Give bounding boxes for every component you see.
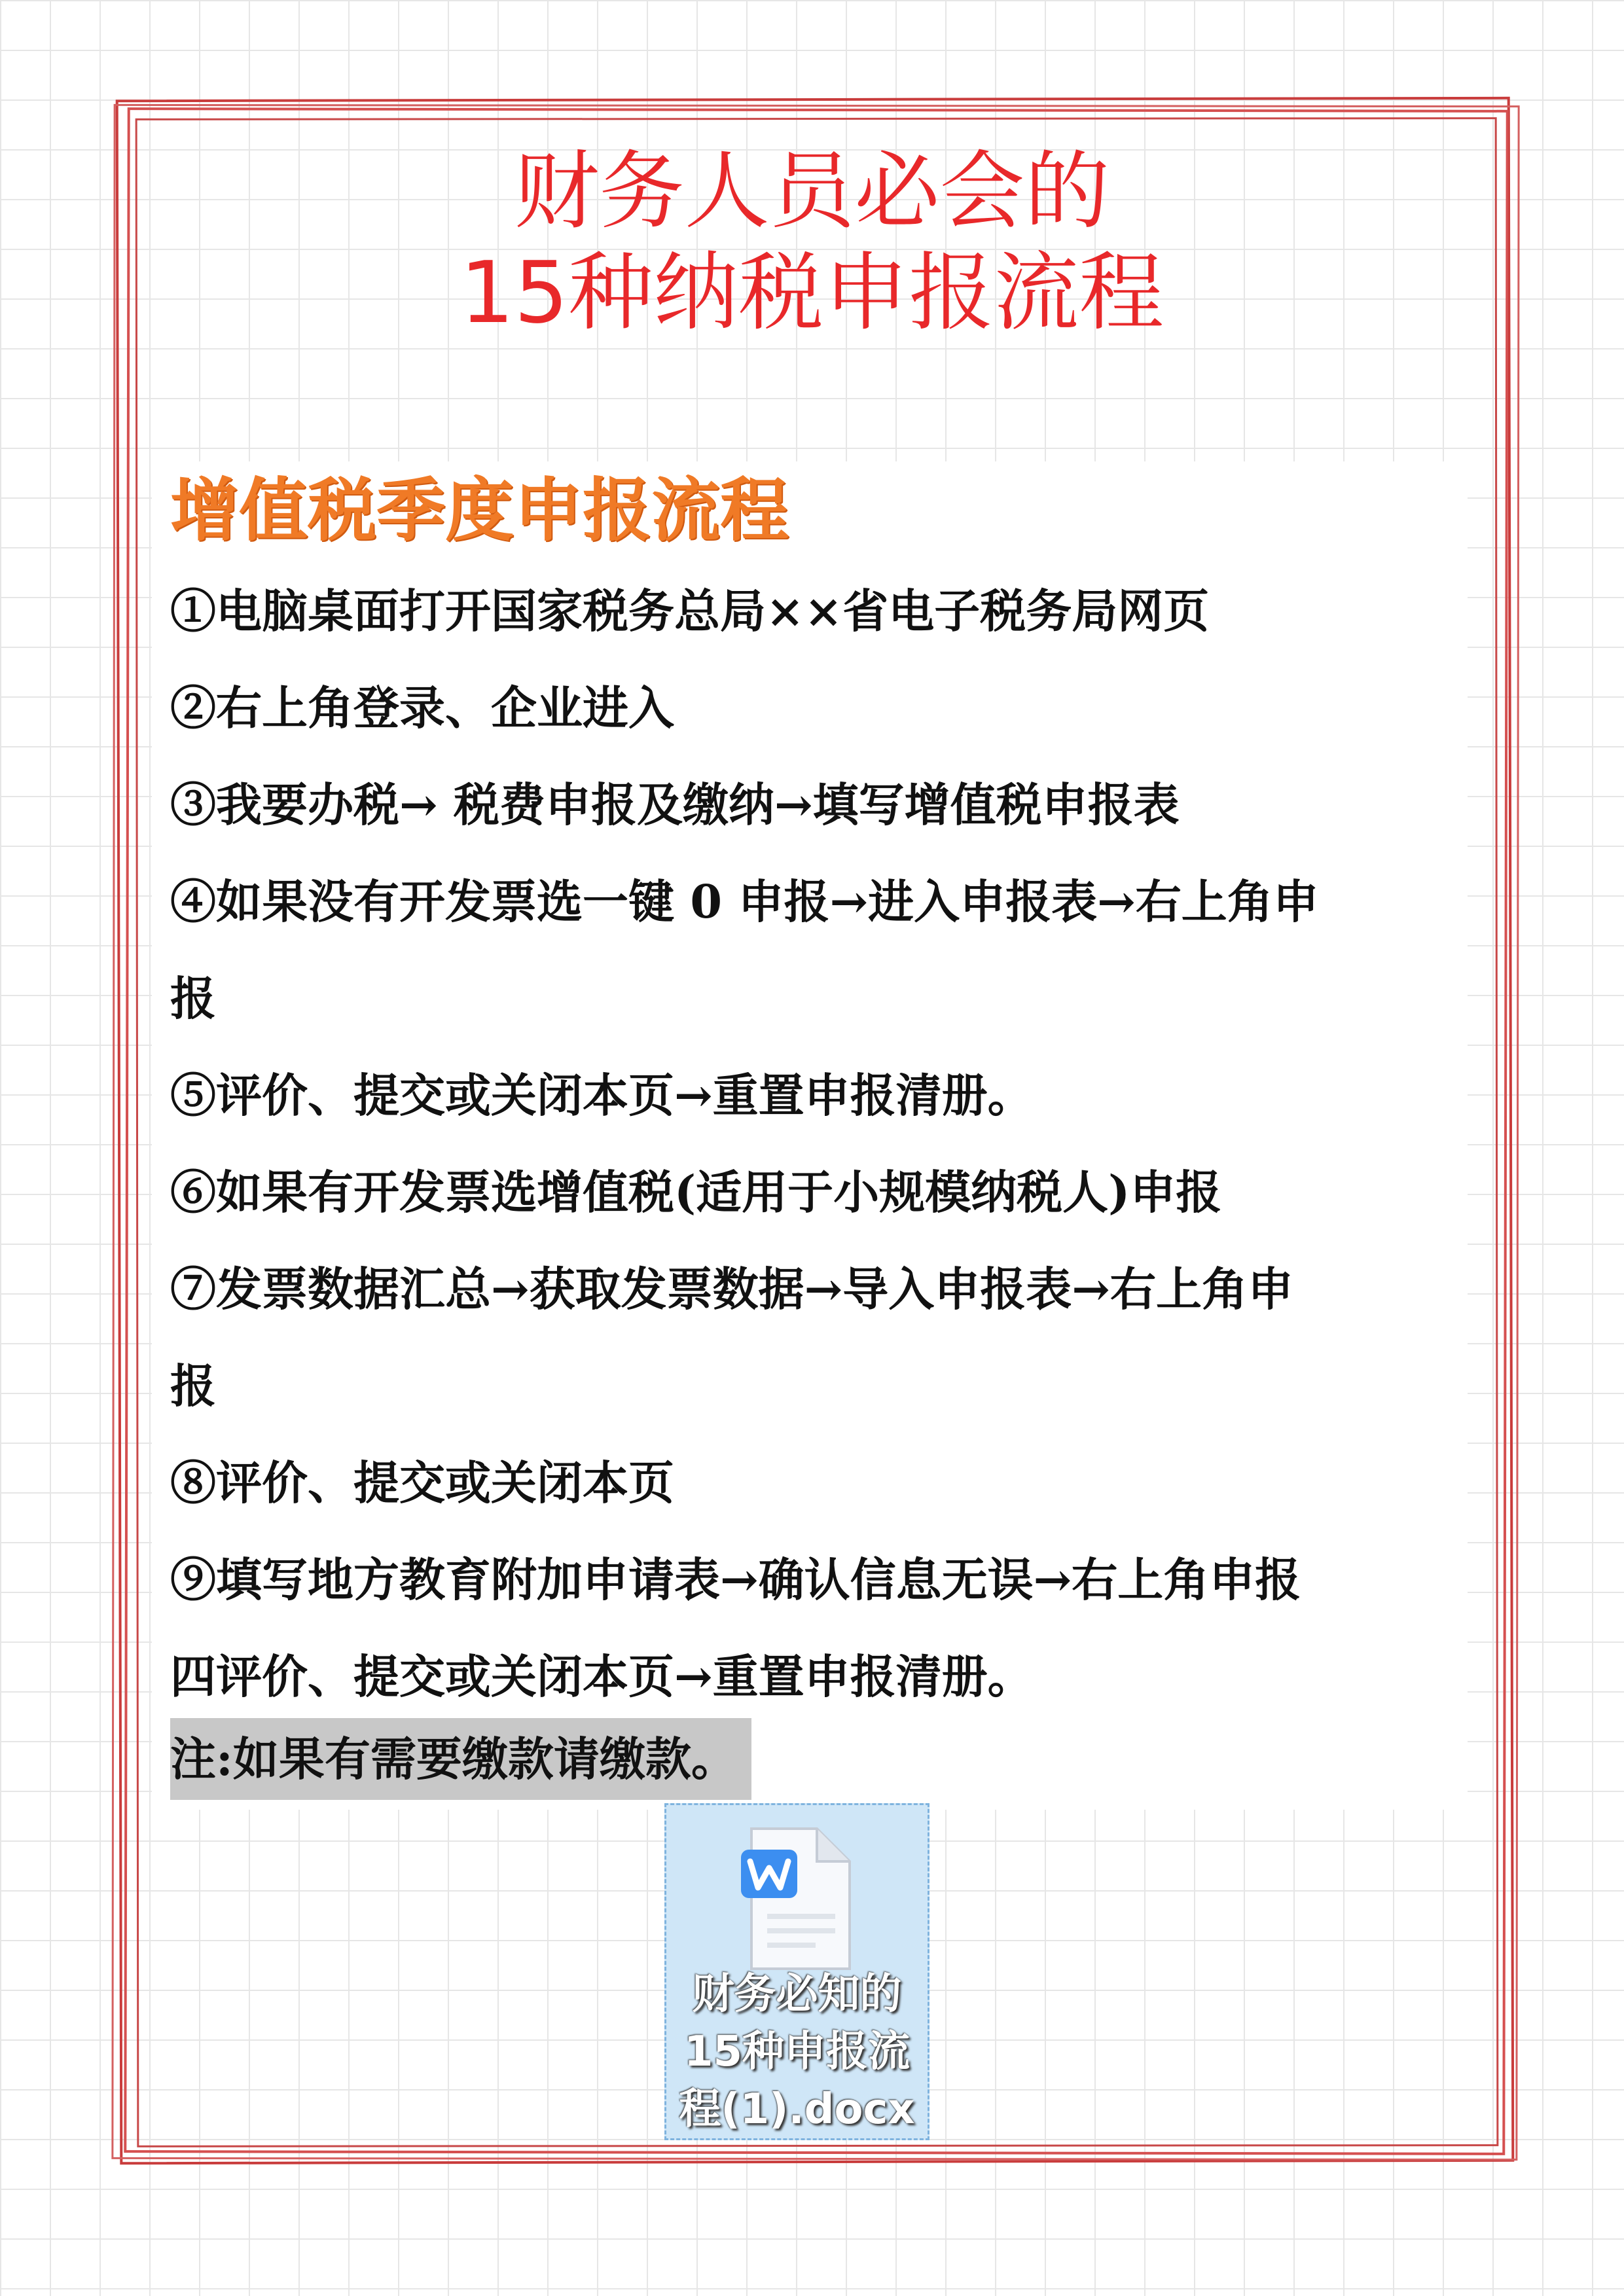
file-name-line: 15种申报流 bbox=[683, 2028, 911, 2076]
title-line-1: 财务人员必会的 bbox=[514, 141, 1110, 241]
file-name bbox=[666, 1965, 928, 2138]
step-line: ⑦发票数据汇总→获取发票数据→导入申报表→右上角申 bbox=[170, 1262, 1293, 1316]
title-line-2: 15种纳税申报流程 bbox=[460, 243, 1164, 342]
docx-file-icon[interactable] bbox=[664, 1803, 929, 2140]
step-line: 报 bbox=[170, 1359, 216, 1413]
file-name-line: 程(1).docx bbox=[679, 2085, 915, 2134]
step-line: ④如果没有开发票选一键 0 申报→进入申报表→右上角申 bbox=[170, 874, 1319, 929]
page-title bbox=[0, 141, 1624, 344]
section-heading: 增值税季度申报流程 bbox=[170, 471, 789, 550]
step-line: ⑧评价、提交或关闭本页 bbox=[170, 1456, 674, 1510]
file-name-line: 财务必知的 bbox=[692, 1970, 902, 2018]
step-line: ②右上角登录、企业进入 bbox=[170, 681, 674, 735]
step-line: ⑥如果有开发票选增值税(适用于小规模纳税人)申报 bbox=[170, 1165, 1222, 1219]
highlighted-note: 注:如果有需要缴款请缴款。 bbox=[170, 1718, 751, 1800]
word-document-icon bbox=[738, 1823, 856, 1974]
step-list bbox=[170, 563, 1466, 1725]
step-line: ⑤评价、提交或关闭本页→重置申报清册。 bbox=[170, 1068, 1034, 1122]
step-line: 四评价、提交或关闭本页→重置申报清册。 bbox=[170, 1649, 1034, 1704]
step-line: ③我要办税→ 税费申报及缴纳→填写增值税申报表 bbox=[170, 778, 1180, 832]
step-line: ①电脑桌面打开国家税务总局××省电子税务局网页 bbox=[170, 584, 1210, 638]
step-line: 报 bbox=[170, 971, 216, 1026]
step-line: ⑨填写地方教育附加申请表→确认信息无误→右上角申报 bbox=[170, 1552, 1301, 1607]
